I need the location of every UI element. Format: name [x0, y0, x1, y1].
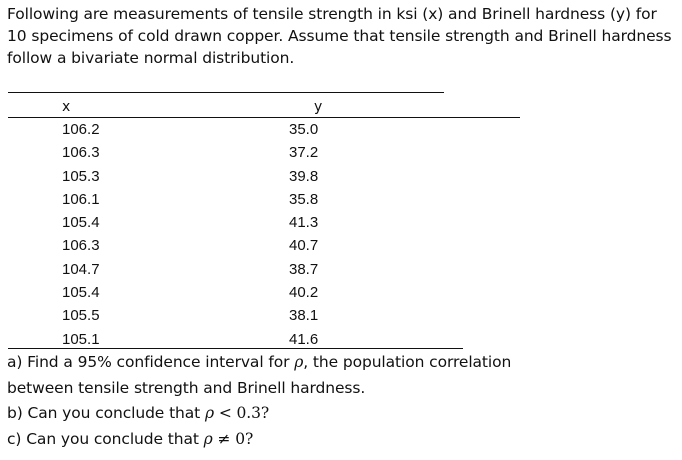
rho-symbol: ρ: [294, 353, 304, 371]
cell-x: 105.3: [62, 167, 100, 185]
question-c: [7, 427, 511, 453]
cell-y: 39.8: [289, 167, 319, 185]
table-row: [0, 281, 600, 304]
table-row: [0, 258, 600, 281]
cell-y: 40.2: [289, 284, 319, 302]
table-row: [0, 188, 600, 211]
cell-y: 35.0: [289, 121, 319, 138]
question-a-text: a) Find a 95% confidence interval for: [7, 353, 295, 371]
cell-y: 38.7: [289, 260, 319, 278]
cell-x: 105.1: [62, 330, 100, 348]
cell-y: 35.8: [289, 190, 319, 208]
problem-intro: Following are measurements of tensile strength in ksi (x) and Brinell hardness (y) for 10 specimens of cold drawn copper. Assume that tensile strength and Brinell hardness follow a bivariate normal distribution.: [7, 5, 672, 67]
less-than-sign: <: [214, 404, 237, 422]
cell-x: 105.5: [62, 307, 100, 325]
question-a-suffix: , the population correlation: [303, 353, 512, 371]
threshold-value: 0.3?: [236, 404, 270, 422]
question-a-continuation: between tensile strength and Brinell hardness.: [7, 378, 366, 397]
rho-symbol: ρ: [204, 404, 214, 422]
zero-value: 0?: [235, 429, 254, 448]
cell-y: 37.2: [289, 144, 319, 162]
column-header-x: x: [62, 99, 71, 115]
table-row: [0, 118, 600, 141]
cell-x: 106.3: [62, 144, 100, 162]
cell-x: 106.1: [62, 190, 100, 208]
table-row: [0, 234, 600, 257]
data-table: [0, 118, 600, 351]
table-row: [0, 211, 600, 234]
table-row: [0, 141, 600, 164]
question-c-text: c) Can you conclude that: [7, 429, 204, 448]
cell-x: 105.4: [62, 214, 100, 232]
cell-y: 40.7: [289, 237, 319, 255]
cell-x: 106.2: [62, 121, 100, 138]
questions: [7, 350, 511, 452]
cell-x: 104.7: [62, 260, 100, 278]
column-header-y: y: [314, 99, 323, 115]
cell-x: 105.4: [62, 284, 100, 302]
question-b-text: b) Can you conclude that: [7, 404, 205, 422]
question-b: [7, 401, 511, 427]
cell-y: 38.1: [289, 307, 319, 325]
table-top-rule: [8, 92, 444, 93]
cell-y: 41.3: [289, 214, 319, 232]
cell-x: 106.3: [62, 237, 100, 255]
not-equal-sign: ≠: [212, 429, 236, 448]
table-row: [0, 165, 600, 188]
cell-y: 41.6: [289, 330, 319, 348]
table-row: [0, 304, 600, 327]
rho-symbol: ρ: [203, 429, 213, 448]
question-a: [7, 350, 511, 376]
table-bottom-rule: [8, 348, 463, 349]
